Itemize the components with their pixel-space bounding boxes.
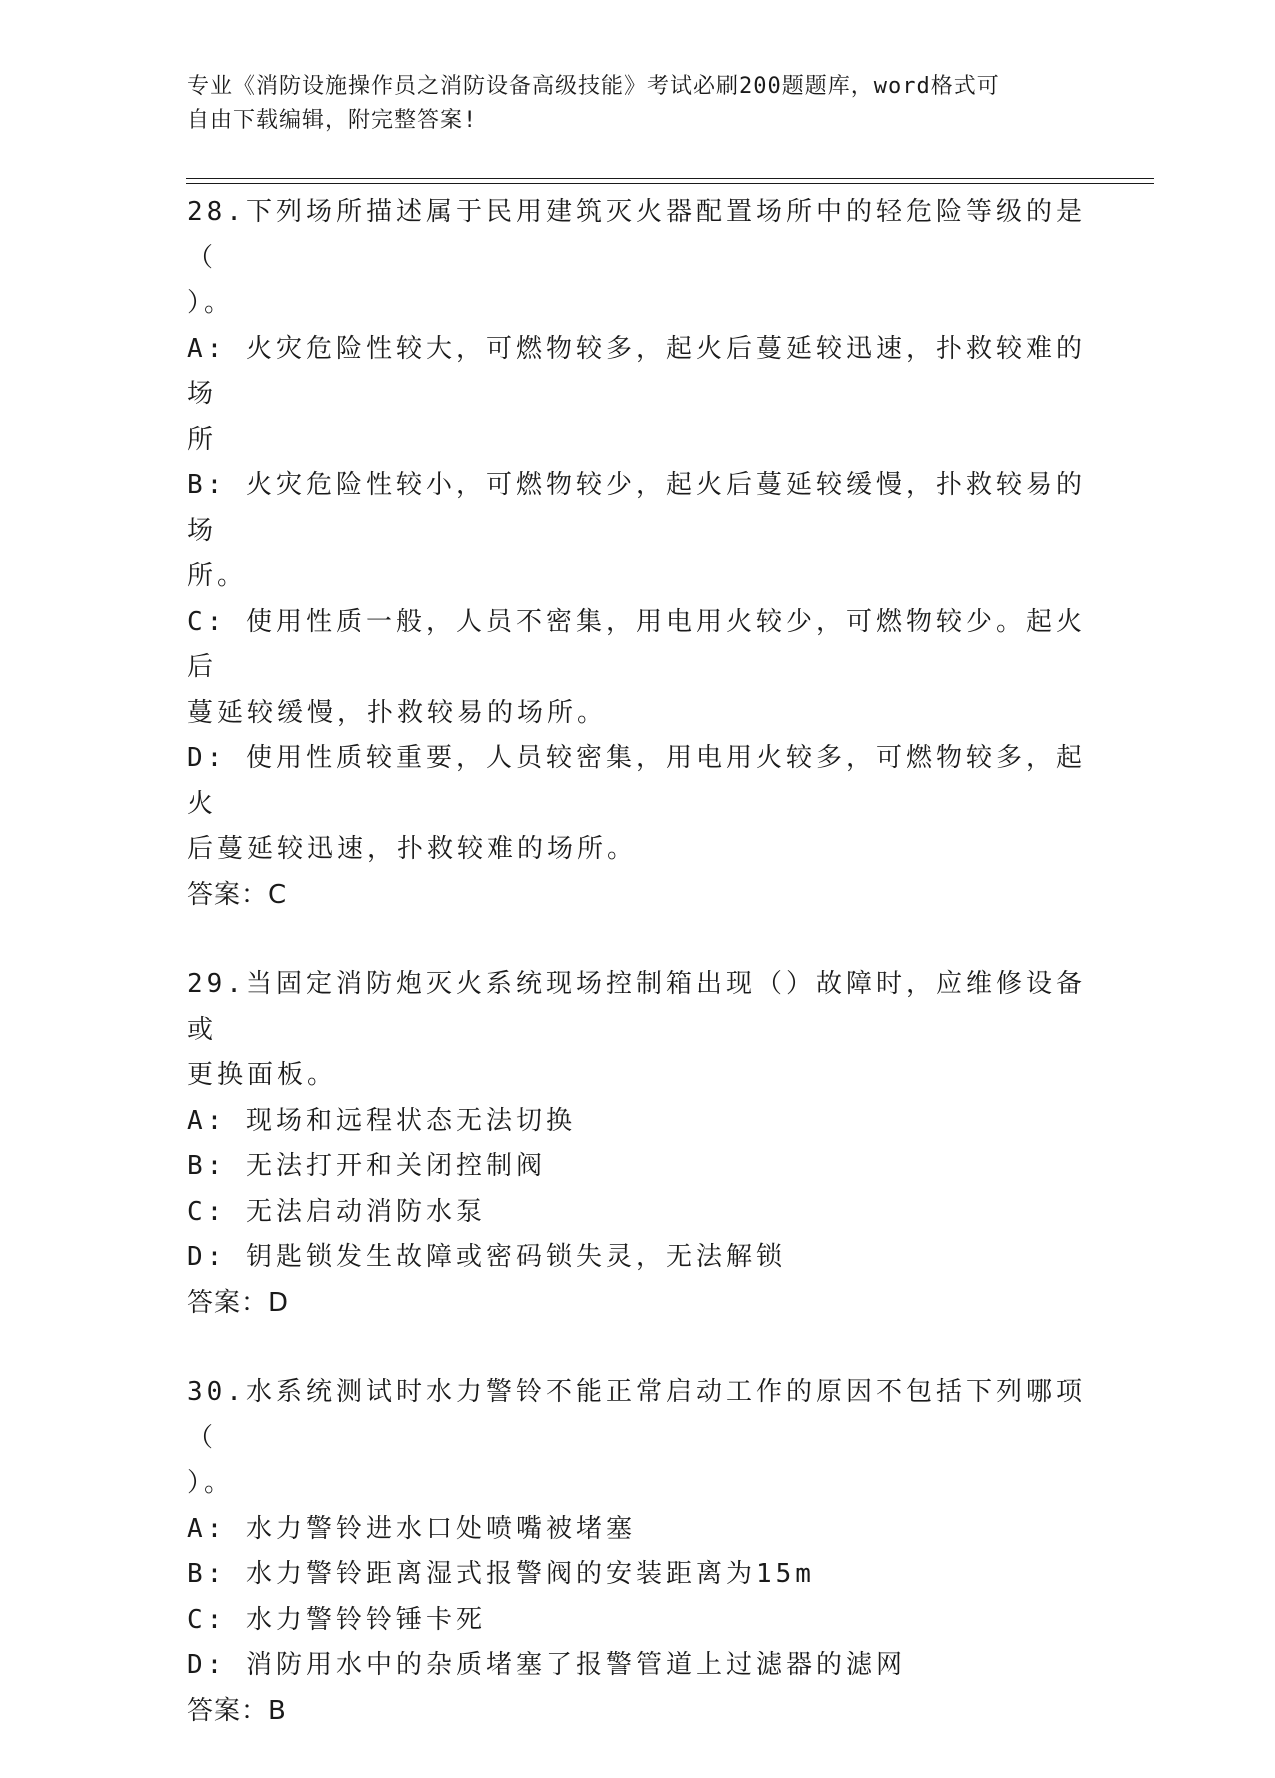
- question-stem-line: 29.当固定消防炮灭火系统现场控制箱出现（）故障时，应维修设备或: [187, 969, 1086, 1045]
- option-d: D: 钥匙锁发生故障或密码锁失灵，无法解锁: [187, 1242, 786, 1272]
- question-28: [187, 190, 1087, 918]
- question-list: [187, 190, 1087, 1778]
- option-b: B: 火灾危险性较小，可燃物较少，起火后蔓延较缓慢，扑救较易的场: [187, 470, 1086, 546]
- answer-label: 答案：B: [187, 1695, 287, 1726]
- answer-label: 答案：C: [187, 879, 288, 910]
- header-line-1: 专业《消防设施操作员之消防设备高级技能》考试必刷200题题库，word格式可: [187, 74, 1000, 99]
- option-c: C: 使用性质一般，人员不密集，用电用火较少，可燃物较少。起火后: [187, 606, 1086, 682]
- option-a: A: 现场和远程状态无法切换: [187, 1105, 576, 1136]
- question-30: [187, 1370, 1087, 1734]
- question-stem-line: ）。: [187, 1468, 235, 1498]
- option-c: C: 水力警铃铃锤卡死: [187, 1604, 486, 1635]
- answer-label: 答案：D: [187, 1287, 290, 1318]
- option-d: D: 使用性质较重要，人员较密集，用电用火较多，可燃物较多，起火: [187, 743, 1086, 819]
- header-divider-top: [186, 178, 1154, 179]
- option-a: A: 火灾危险性较大，可燃物较多，起火后蔓延较迅速，扑救较难的场: [187, 333, 1086, 409]
- option-b: B: 无法打开和关闭控制阀: [187, 1151, 546, 1181]
- option-d-continued: 后蔓延较迅速，扑救较难的场所。: [187, 834, 638, 864]
- question-stem-line: 更换面板。: [187, 1060, 338, 1090]
- question-stem-line: 28.下列场所描述属于民用建筑灭火器配置场所中的轻危险等级的是（: [187, 197, 1086, 273]
- option-c: C: 无法启动消防水泵: [187, 1196, 486, 1227]
- question-stem-line: 30.水系统测试时水力警铃不能正常启动工作的原因不包括下列哪项（: [187, 1377, 1086, 1453]
- option-a-continued: 所: [187, 424, 218, 455]
- option-d: D: 消防用水中的杂质堵塞了报警管道上过滤器的滤网: [187, 1650, 906, 1680]
- header-line-2: 自由下载编辑，附完整答案!: [187, 108, 478, 133]
- question-stem-line: ）。: [187, 288, 235, 318]
- question-29: [187, 962, 1087, 1326]
- option-b: B: 水力警铃距离湿式报警阀的安装距离为15m: [187, 1559, 815, 1589]
- option-b-continued: 所。: [187, 561, 248, 591]
- option-a: A: 水力警铃进水口处喷嘴被堵塞: [187, 1513, 636, 1544]
- header-divider-bottom: [186, 183, 1154, 184]
- document-header: [187, 70, 1067, 138]
- option-c-continued: 蔓延较缓慢，扑救较易的场所。: [187, 697, 608, 728]
